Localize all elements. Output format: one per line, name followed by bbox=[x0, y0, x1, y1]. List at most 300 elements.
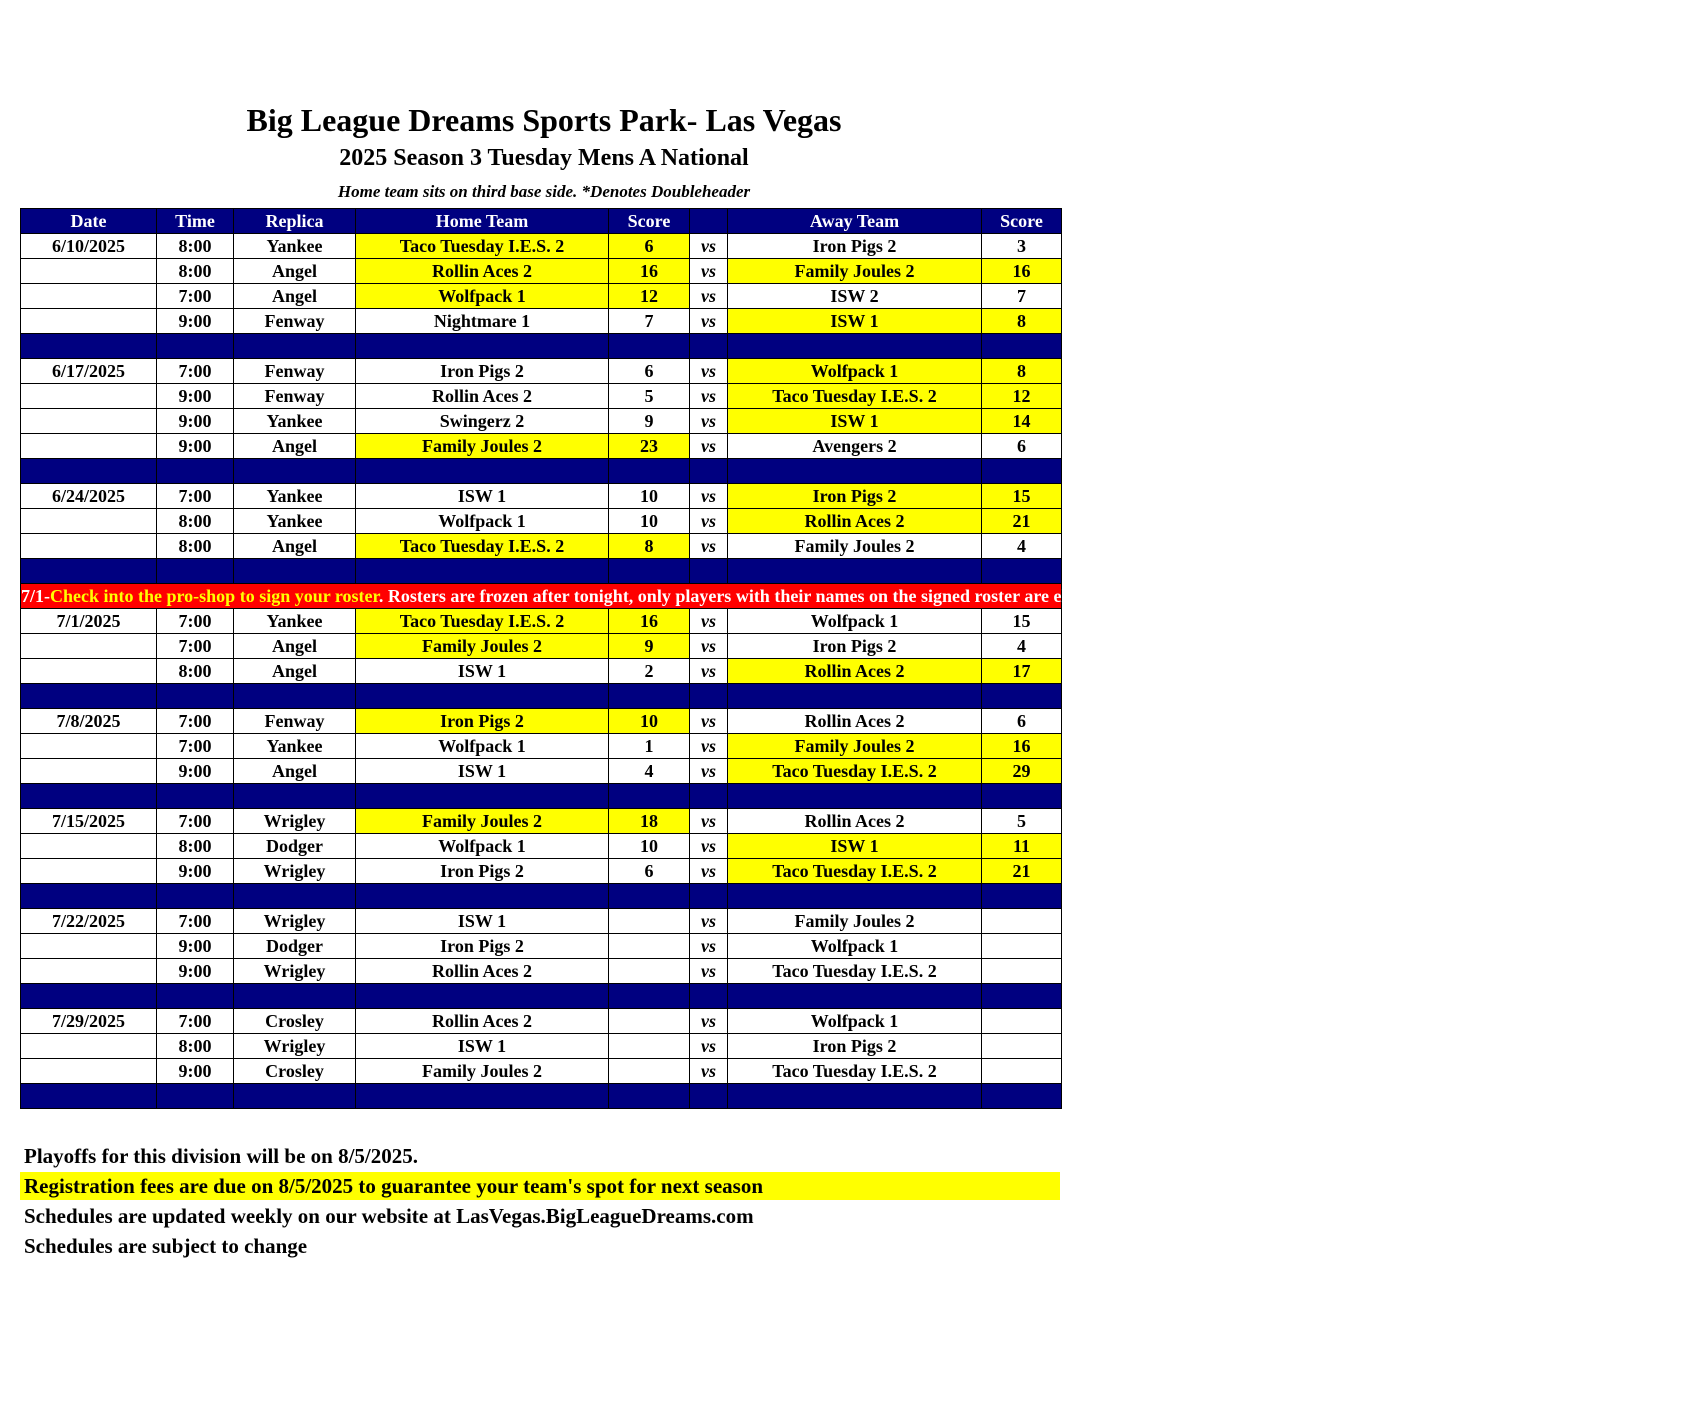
away-team: Taco Tuesday I.E.S. 2 bbox=[728, 1059, 982, 1084]
game-date: 6/17/2025 bbox=[21, 359, 157, 384]
game-date bbox=[21, 859, 157, 884]
separator-cell bbox=[728, 984, 982, 1009]
vs-label: vs bbox=[690, 834, 728, 859]
home-score: 6 bbox=[609, 359, 690, 384]
away-score bbox=[982, 1009, 1062, 1034]
field-replica: Fenway bbox=[234, 359, 356, 384]
away-team: Taco Tuesday I.E.S. 2 bbox=[728, 859, 982, 884]
game-time: 8:00 bbox=[157, 834, 234, 859]
separator-cell bbox=[690, 784, 728, 809]
separator-cell bbox=[356, 884, 609, 909]
separator-cell bbox=[690, 559, 728, 584]
separator-cell bbox=[21, 984, 157, 1009]
home-score bbox=[609, 1009, 690, 1034]
game-row bbox=[21, 709, 1062, 734]
game-row bbox=[21, 359, 1062, 384]
vs-label: vs bbox=[690, 484, 728, 509]
game-row bbox=[21, 809, 1062, 834]
separator-cell bbox=[157, 984, 234, 1009]
field-replica: Fenway bbox=[234, 709, 356, 734]
col-time: Time bbox=[157, 209, 234, 234]
away-score bbox=[982, 1059, 1062, 1084]
vs-label: vs bbox=[690, 934, 728, 959]
change-note: Schedules are subject to change bbox=[24, 1234, 308, 1258]
field-replica: Angel bbox=[234, 434, 356, 459]
separator-cell bbox=[609, 459, 690, 484]
home-score: 23 bbox=[609, 434, 690, 459]
separator-cell bbox=[21, 559, 157, 584]
separator-cell bbox=[690, 884, 728, 909]
home-score bbox=[609, 934, 690, 959]
game-time: 9:00 bbox=[157, 1059, 234, 1084]
away-score: 21 bbox=[982, 509, 1062, 534]
separator-cell bbox=[234, 784, 356, 809]
home-score: 9 bbox=[609, 634, 690, 659]
game-date bbox=[21, 534, 157, 559]
game-row bbox=[21, 859, 1062, 884]
home-score: 16 bbox=[609, 609, 690, 634]
separator-cell bbox=[728, 684, 982, 709]
separator-cell bbox=[356, 784, 609, 809]
field-replica: Yankee bbox=[234, 484, 356, 509]
game-time: 9:00 bbox=[157, 859, 234, 884]
game-date: 6/10/2025 bbox=[21, 234, 157, 259]
home-score bbox=[609, 909, 690, 934]
roster-notice-warn: Check into the pro-shop to sign your roster bbox=[50, 586, 379, 606]
separator-cell bbox=[982, 984, 1062, 1009]
game-row bbox=[21, 909, 1062, 934]
away-team: Family Joules 2 bbox=[728, 534, 982, 559]
vs-label: vs bbox=[690, 859, 728, 884]
game-date bbox=[21, 959, 157, 984]
separator-cell bbox=[356, 559, 609, 584]
vs-label: vs bbox=[690, 634, 728, 659]
away-team: Iron Pigs 2 bbox=[728, 1034, 982, 1059]
away-team: Wolfpack 1 bbox=[728, 1009, 982, 1034]
away-team: Rollin Aces 2 bbox=[728, 659, 982, 684]
home-score: 16 bbox=[609, 259, 690, 284]
seating-note: Home team sits on third base side. *Denotes Doubleheader bbox=[337, 182, 751, 201]
home-team: Rollin Aces 2 bbox=[356, 1009, 609, 1034]
home-score: 10 bbox=[609, 509, 690, 534]
away-team: Rollin Aces 2 bbox=[728, 709, 982, 734]
home-team: Rollin Aces 2 bbox=[356, 959, 609, 984]
separator-cell bbox=[157, 459, 234, 484]
field-replica: Angel bbox=[234, 759, 356, 784]
col-replica: Replica bbox=[234, 209, 356, 234]
game-row bbox=[21, 309, 1062, 334]
separator-cell bbox=[234, 684, 356, 709]
away-score: 21 bbox=[982, 859, 1062, 884]
vs-label: vs bbox=[690, 959, 728, 984]
separator-cell bbox=[356, 459, 609, 484]
away-score bbox=[982, 909, 1062, 934]
col-home-score: Score bbox=[609, 209, 690, 234]
separator-cell bbox=[234, 459, 356, 484]
away-team: Taco Tuesday I.E.S. 2 bbox=[728, 384, 982, 409]
col-date: Date bbox=[21, 209, 157, 234]
separator-cell bbox=[234, 984, 356, 1009]
vs-label: vs bbox=[690, 434, 728, 459]
game-row bbox=[21, 1009, 1062, 1034]
away-team: Wolfpack 1 bbox=[728, 359, 982, 384]
game-row bbox=[21, 759, 1062, 784]
home-team: Family Joules 2 bbox=[356, 1059, 609, 1084]
away-score: 8 bbox=[982, 359, 1062, 384]
game-time: 8:00 bbox=[157, 509, 234, 534]
separator-cell bbox=[234, 884, 356, 909]
home-score: 8 bbox=[609, 534, 690, 559]
away-score: 15 bbox=[982, 484, 1062, 509]
separator-cell bbox=[728, 784, 982, 809]
game-time: 9:00 bbox=[157, 434, 234, 459]
separator-cell bbox=[609, 884, 690, 909]
vs-label: vs bbox=[690, 609, 728, 634]
game-time: 8:00 bbox=[157, 659, 234, 684]
game-time: 7:00 bbox=[157, 359, 234, 384]
field-replica: Angel bbox=[234, 284, 356, 309]
col-away-score: Score bbox=[982, 209, 1062, 234]
separator-cell bbox=[982, 559, 1062, 584]
separator-cell bbox=[609, 984, 690, 1009]
game-date bbox=[21, 1059, 157, 1084]
home-team: ISW 1 bbox=[356, 659, 609, 684]
separator-cell bbox=[690, 459, 728, 484]
game-row bbox=[21, 934, 1062, 959]
game-time: 7:00 bbox=[157, 909, 234, 934]
game-date bbox=[21, 284, 157, 309]
schedule-table bbox=[20, 208, 1706, 1109]
roster-notice-prefix: 7/1- bbox=[21, 586, 50, 606]
field-replica: Fenway bbox=[234, 384, 356, 409]
home-team: Taco Tuesday I.E.S. 2 bbox=[356, 609, 609, 634]
field-replica: Yankee bbox=[234, 234, 356, 259]
game-date: 7/8/2025 bbox=[21, 709, 157, 734]
home-team: Family Joules 2 bbox=[356, 434, 609, 459]
separator-cell bbox=[982, 1084, 1062, 1109]
game-date bbox=[21, 509, 157, 534]
week-separator-row bbox=[21, 334, 1062, 359]
home-team: Wolfpack 1 bbox=[356, 509, 609, 534]
game-date bbox=[21, 309, 157, 334]
separator-cell bbox=[21, 334, 157, 359]
game-date bbox=[21, 634, 157, 659]
game-time: 9:00 bbox=[157, 409, 234, 434]
separator-cell bbox=[690, 984, 728, 1009]
game-time: 7:00 bbox=[157, 1009, 234, 1034]
home-team: Iron Pigs 2 bbox=[356, 709, 609, 734]
game-time: 9:00 bbox=[157, 934, 234, 959]
away-score: 6 bbox=[982, 709, 1062, 734]
away-team: Taco Tuesday I.E.S. 2 bbox=[728, 959, 982, 984]
separator-cell bbox=[728, 1084, 982, 1109]
field-replica: Wrigley bbox=[234, 959, 356, 984]
away-team: Avengers 2 bbox=[728, 434, 982, 459]
game-row bbox=[21, 259, 1062, 284]
game-time: 7:00 bbox=[157, 284, 234, 309]
home-score: 2 bbox=[609, 659, 690, 684]
home-team: ISW 1 bbox=[356, 759, 609, 784]
separator-cell bbox=[356, 1084, 609, 1109]
separator-cell bbox=[157, 684, 234, 709]
field-replica: Dodger bbox=[234, 834, 356, 859]
separator-cell bbox=[21, 684, 157, 709]
away-score bbox=[982, 934, 1062, 959]
col-vs bbox=[690, 209, 728, 234]
away-team: ISW 1 bbox=[728, 309, 982, 334]
separator-cell bbox=[982, 884, 1062, 909]
away-team: Family Joules 2 bbox=[728, 259, 982, 284]
field-replica: Angel bbox=[234, 659, 356, 684]
vs-label: vs bbox=[690, 284, 728, 309]
game-row bbox=[21, 384, 1062, 409]
home-score: 10 bbox=[609, 709, 690, 734]
home-team: Iron Pigs 2 bbox=[356, 359, 609, 384]
away-score: 4 bbox=[982, 534, 1062, 559]
roster-notice-rest: . Rosters are frozen after tonight, only players with their names on the signed roster are eligible for playoffs. Please check carefully as changes will not be made for omissions. bbox=[378, 586, 1706, 606]
away-team: Wolfpack 1 bbox=[728, 609, 982, 634]
separator-cell bbox=[234, 1084, 356, 1109]
game-date: 7/22/2025 bbox=[21, 909, 157, 934]
separator-cell bbox=[356, 984, 609, 1009]
separator-cell bbox=[157, 334, 234, 359]
home-team: ISW 1 bbox=[356, 484, 609, 509]
website-note: Schedules are updated weekly on our website at LasVegas.BigLeagueDreams.com bbox=[24, 1204, 754, 1228]
home-team: ISW 1 bbox=[356, 909, 609, 934]
game-time: 8:00 bbox=[157, 534, 234, 559]
home-score: 10 bbox=[609, 484, 690, 509]
away-team: Taco Tuesday I.E.S. 2 bbox=[728, 759, 982, 784]
game-row bbox=[21, 659, 1062, 684]
home-team: Swingerz 2 bbox=[356, 409, 609, 434]
separator-cell bbox=[157, 784, 234, 809]
week-separator-row bbox=[21, 984, 1062, 1009]
vs-label: vs bbox=[690, 384, 728, 409]
game-row bbox=[21, 1034, 1062, 1059]
game-date bbox=[21, 734, 157, 759]
game-row bbox=[21, 434, 1062, 459]
week-separator-row bbox=[21, 559, 1062, 584]
separator-cell bbox=[356, 334, 609, 359]
home-score: 4 bbox=[609, 759, 690, 784]
vs-label: vs bbox=[690, 1034, 728, 1059]
table-header-row bbox=[21, 209, 1062, 234]
separator-cell bbox=[690, 334, 728, 359]
game-date bbox=[21, 259, 157, 284]
roster-notice-row bbox=[21, 584, 1062, 609]
field-replica: Yankee bbox=[234, 509, 356, 534]
away-team: Rollin Aces 2 bbox=[728, 809, 982, 834]
home-team: Taco Tuesday I.E.S. 2 bbox=[356, 534, 609, 559]
field-replica: Dodger bbox=[234, 934, 356, 959]
game-time: 7:00 bbox=[157, 809, 234, 834]
separator-cell bbox=[157, 1084, 234, 1109]
away-team: Family Joules 2 bbox=[728, 734, 982, 759]
vs-label: vs bbox=[690, 509, 728, 534]
game-date bbox=[21, 759, 157, 784]
away-score: 3 bbox=[982, 234, 1062, 259]
game-time: 7:00 bbox=[157, 484, 234, 509]
game-row bbox=[21, 1059, 1062, 1084]
field-replica: Wrigley bbox=[234, 809, 356, 834]
away-team: Iron Pigs 2 bbox=[728, 484, 982, 509]
away-score: 14 bbox=[982, 409, 1062, 434]
game-row bbox=[21, 484, 1062, 509]
game-date bbox=[21, 934, 157, 959]
vs-label: vs bbox=[690, 809, 728, 834]
separator-cell bbox=[234, 559, 356, 584]
field-replica: Angel bbox=[234, 259, 356, 284]
away-team: Family Joules 2 bbox=[728, 909, 982, 934]
separator-cell bbox=[982, 334, 1062, 359]
home-team: Taco Tuesday I.E.S. 2 bbox=[356, 234, 609, 259]
game-date: 7/1/2025 bbox=[21, 609, 157, 634]
home-team: Family Joules 2 bbox=[356, 634, 609, 659]
separator-cell bbox=[728, 884, 982, 909]
vs-label: vs bbox=[690, 309, 728, 334]
game-row bbox=[21, 734, 1062, 759]
separator-cell bbox=[21, 1084, 157, 1109]
away-team: Iron Pigs 2 bbox=[728, 234, 982, 259]
home-score: 1 bbox=[609, 734, 690, 759]
game-date: 7/15/2025 bbox=[21, 809, 157, 834]
registration-note: Registration fees are due on 8/5/2025 to guarantee your team's spot for next season bbox=[20, 1172, 1060, 1200]
separator-cell bbox=[356, 684, 609, 709]
separator-cell bbox=[982, 784, 1062, 809]
home-team: Iron Pigs 2 bbox=[356, 934, 609, 959]
away-score: 12 bbox=[982, 384, 1062, 409]
separator-cell bbox=[609, 684, 690, 709]
vs-label: vs bbox=[690, 1009, 728, 1034]
separator-cell bbox=[609, 784, 690, 809]
home-score bbox=[609, 959, 690, 984]
game-date bbox=[21, 434, 157, 459]
schedule-body bbox=[21, 234, 1706, 1109]
vs-label: vs bbox=[690, 359, 728, 384]
field-replica: Crosley bbox=[234, 1059, 356, 1084]
game-row bbox=[21, 409, 1062, 434]
home-team: Wolfpack 1 bbox=[356, 734, 609, 759]
game-time: 9:00 bbox=[157, 309, 234, 334]
away-score: 15 bbox=[982, 609, 1062, 634]
week-separator-row bbox=[21, 884, 1062, 909]
home-team: Wolfpack 1 bbox=[356, 834, 609, 859]
away-score bbox=[982, 1034, 1062, 1059]
away-score: 4 bbox=[982, 634, 1062, 659]
home-score bbox=[609, 1034, 690, 1059]
game-row bbox=[21, 284, 1062, 309]
home-team: Family Joules 2 bbox=[356, 809, 609, 834]
field-replica: Yankee bbox=[234, 609, 356, 634]
away-score: 16 bbox=[982, 259, 1062, 284]
vs-label: vs bbox=[690, 659, 728, 684]
game-row bbox=[21, 634, 1062, 659]
home-score: 10 bbox=[609, 834, 690, 859]
home-score: 7 bbox=[609, 309, 690, 334]
field-replica: Wrigley bbox=[234, 909, 356, 934]
game-row bbox=[21, 534, 1062, 559]
col-away-team: Away Team bbox=[728, 209, 982, 234]
away-team: ISW 2 bbox=[728, 284, 982, 309]
home-team: Rollin Aces 2 bbox=[356, 384, 609, 409]
separator-cell bbox=[157, 884, 234, 909]
home-team: Rollin Aces 2 bbox=[356, 259, 609, 284]
away-team: Iron Pigs 2 bbox=[728, 634, 982, 659]
week-separator-row bbox=[21, 1084, 1062, 1109]
game-date: 6/24/2025 bbox=[21, 484, 157, 509]
game-time: 7:00 bbox=[157, 709, 234, 734]
game-time: 7:00 bbox=[157, 734, 234, 759]
separator-cell bbox=[728, 559, 982, 584]
field-replica: Crosley bbox=[234, 1009, 356, 1034]
game-date bbox=[21, 409, 157, 434]
game-row bbox=[21, 509, 1062, 534]
game-time: 7:00 bbox=[157, 609, 234, 634]
vs-label: vs bbox=[690, 759, 728, 784]
home-team: Nightmare 1 bbox=[356, 309, 609, 334]
game-time: 9:00 bbox=[157, 759, 234, 784]
home-team: Wolfpack 1 bbox=[356, 284, 609, 309]
game-time: 8:00 bbox=[157, 1034, 234, 1059]
page-title: Big League Dreams Sports Park- Las Vegas bbox=[246, 102, 842, 138]
separator-cell bbox=[690, 1084, 728, 1109]
home-score: 5 bbox=[609, 384, 690, 409]
away-team: ISW 1 bbox=[728, 834, 982, 859]
vs-label: vs bbox=[690, 534, 728, 559]
vs-label: vs bbox=[690, 234, 728, 259]
vs-label: vs bbox=[690, 734, 728, 759]
away-score: 6 bbox=[982, 434, 1062, 459]
game-date bbox=[21, 834, 157, 859]
separator-cell bbox=[21, 459, 157, 484]
game-time: 9:00 bbox=[157, 384, 234, 409]
game-date bbox=[21, 384, 157, 409]
separator-cell bbox=[234, 334, 356, 359]
home-score: 9 bbox=[609, 409, 690, 434]
field-replica: Fenway bbox=[234, 309, 356, 334]
field-replica: Yankee bbox=[234, 734, 356, 759]
home-score: 12 bbox=[609, 284, 690, 309]
week-separator-row bbox=[21, 784, 1062, 809]
away-score: 29 bbox=[982, 759, 1062, 784]
game-date: 7/29/2025 bbox=[21, 1009, 157, 1034]
field-replica: Yankee bbox=[234, 409, 356, 434]
away-score: 5 bbox=[982, 809, 1062, 834]
away-score: 16 bbox=[982, 734, 1062, 759]
week-separator-row bbox=[21, 684, 1062, 709]
game-time: 9:00 bbox=[157, 959, 234, 984]
home-score bbox=[609, 1059, 690, 1084]
week-separator-row bbox=[21, 459, 1062, 484]
separator-cell bbox=[728, 334, 982, 359]
away-team: ISW 1 bbox=[728, 409, 982, 434]
separator-cell bbox=[609, 559, 690, 584]
away-score bbox=[982, 959, 1062, 984]
game-row bbox=[21, 609, 1062, 634]
separator-cell bbox=[21, 884, 157, 909]
field-replica: Wrigley bbox=[234, 859, 356, 884]
away-score: 17 bbox=[982, 659, 1062, 684]
vs-label: vs bbox=[690, 409, 728, 434]
away-score: 7 bbox=[982, 284, 1062, 309]
separator-cell bbox=[609, 334, 690, 359]
field-replica: Angel bbox=[234, 634, 356, 659]
field-replica: Angel bbox=[234, 534, 356, 559]
game-time: 8:00 bbox=[157, 234, 234, 259]
home-team: ISW 1 bbox=[356, 1034, 609, 1059]
game-row bbox=[21, 959, 1062, 984]
page-subtitle: 2025 Season 3 Tuesday Mens A National bbox=[339, 145, 749, 171]
